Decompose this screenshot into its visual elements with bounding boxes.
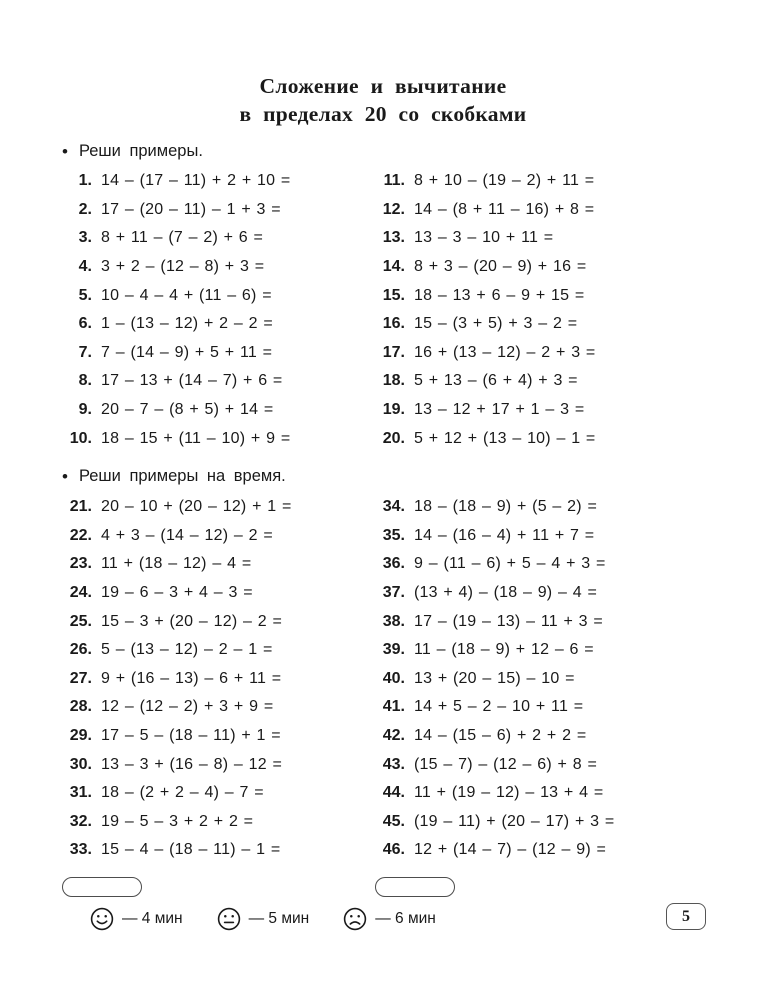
time-legend xyxy=(90,907,704,931)
problem-number: 17. xyxy=(382,343,405,361)
section-timed-examples xyxy=(62,467,704,865)
problem-row xyxy=(375,779,704,808)
problem-row xyxy=(62,693,375,722)
problem-number: 16. xyxy=(382,315,405,333)
problem-number: 29. xyxy=(69,726,92,744)
legend-text-6min: — 6 мин xyxy=(375,909,436,927)
problem-row xyxy=(62,339,375,368)
legend-text-5min: — 5 мин xyxy=(248,909,310,927)
problem-expression: 13 – 3 – 10 + 11 = xyxy=(414,229,554,247)
problem-expression: 13 – 12 + 17 + 1 – 3 = xyxy=(414,401,585,419)
problem-number: 46. xyxy=(382,841,405,859)
answer-boxes-row xyxy=(62,877,704,897)
legend-item-4min xyxy=(90,907,183,931)
problem-number: 18. xyxy=(382,372,405,390)
page-title xyxy=(62,0,704,128)
problem-expression: 9 + (16 – 13) – 6 + 11 = xyxy=(101,669,282,687)
problem-number: 8. xyxy=(78,372,92,390)
bullet-icon: • xyxy=(62,141,68,161)
problem-row xyxy=(62,750,375,779)
problem-row xyxy=(62,424,375,453)
problem-row xyxy=(375,167,704,196)
problem-expression: 15 – 3 + (20 – 12) – 2 = xyxy=(101,612,283,630)
problem-expression: 15 – 4 – (18 – 11) – 1 = xyxy=(101,841,281,859)
problem-row xyxy=(375,493,704,522)
problem-expression: 13 + (20 – 15) – 10 = xyxy=(414,669,575,687)
problem-row xyxy=(62,253,375,282)
section-heading xyxy=(62,141,704,161)
problem-row xyxy=(62,367,375,396)
problem-number: 40. xyxy=(382,669,405,687)
problem-expression: 17 – 13 + (14 – 7) + 6 = xyxy=(101,372,283,390)
problem-number: 43. xyxy=(382,755,405,773)
problem-expression: 18 – 13 + 6 – 9 + 15 = xyxy=(414,286,585,304)
problem-row xyxy=(62,665,375,694)
problem-row xyxy=(375,339,704,368)
section-solve-examples xyxy=(62,141,704,453)
problem-row xyxy=(375,807,704,836)
problem-expression: 8 + 11 – (7 – 2) + 6 = xyxy=(101,229,264,247)
problem-number: 26. xyxy=(69,641,92,659)
problem-number: 21. xyxy=(69,498,92,516)
problem-number: 11. xyxy=(383,172,405,190)
problem-row xyxy=(375,665,704,694)
problem-row xyxy=(375,281,704,310)
problem-row xyxy=(62,396,375,425)
problem-row xyxy=(62,579,375,608)
problem-row xyxy=(62,493,375,522)
problem-expression: 17 – 5 – (18 – 11) + 1 = xyxy=(101,726,281,744)
problem-expression: 18 – 15 + (11 – 10) + 9 = xyxy=(101,429,291,447)
problem-number: 42. xyxy=(382,726,405,744)
answer-box-left xyxy=(62,877,142,897)
problem-number: 28. xyxy=(69,698,92,716)
problem-expression: 10 – 4 – 4 + (11 – 6) = xyxy=(101,286,272,304)
problem-row xyxy=(375,310,704,339)
problem-number: 15. xyxy=(382,286,405,304)
problem-expression: 1 – (13 – 12) + 2 – 2 = xyxy=(101,315,273,333)
problem-number: 13. xyxy=(382,229,405,247)
problem-expression: 11 + (19 – 12) – 13 + 4 = xyxy=(414,784,604,802)
problem-expression: 5 + 13 – (6 + 4) + 3 = xyxy=(414,372,578,390)
problem-row xyxy=(62,722,375,751)
legend-item-6min xyxy=(343,907,436,931)
problem-row xyxy=(375,693,704,722)
problem-number: 45. xyxy=(382,812,405,830)
problem-number: 23. xyxy=(69,555,92,573)
problem-row xyxy=(62,522,375,551)
problem-expression: 15 – (3 + 5) + 3 – 2 = xyxy=(414,315,578,333)
problem-expression: 13 – 3 + (16 – 8) – 12 = xyxy=(101,755,283,773)
section-heading xyxy=(62,467,704,487)
section-heading-text: Реши примеры. xyxy=(78,141,203,160)
problem-row xyxy=(62,281,375,310)
problem-number: 44. xyxy=(382,784,405,802)
problem-expression: 4 + 3 – (14 – 12) – 2 = xyxy=(101,526,273,544)
problem-expression: 19 – 6 – 3 + 4 – 3 = xyxy=(101,584,253,602)
problem-row xyxy=(62,310,375,339)
problems-column-right xyxy=(375,167,704,453)
problem-row xyxy=(375,522,704,551)
problem-expression: 17 – (19 – 13) – 11 + 3 = xyxy=(414,612,603,630)
problem-expression: 11 – (18 – 9) + 12 – 6 = xyxy=(414,641,594,659)
problem-row xyxy=(62,224,375,253)
sad-face-icon xyxy=(343,907,367,931)
problem-expression: 12 – (12 – 2) + 3 + 9 = xyxy=(101,698,274,716)
problem-number: 12. xyxy=(382,200,405,218)
problem-row xyxy=(62,779,375,808)
happy-face-icon xyxy=(90,907,114,931)
problems-column-left xyxy=(62,493,375,865)
problem-expression: 18 – (18 – 9) + (5 – 2) = xyxy=(414,498,597,516)
problem-row xyxy=(62,636,375,665)
problem-expression: 11 + (18 – 12) – 4 = xyxy=(101,555,252,573)
problem-expression: 20 – 10 + (20 – 12) + 1 = xyxy=(101,498,292,516)
problem-number: 35. xyxy=(382,526,405,544)
problem-expression: (13 + 4) – (18 – 9) – 4 = xyxy=(414,584,597,602)
problem-row xyxy=(375,579,704,608)
problem-expression: 5 – (13 – 12) – 2 – 1 = xyxy=(101,641,273,659)
problem-number: 34. xyxy=(382,498,405,516)
problem-expression: 14 – (17 – 11) + 2 + 10 = xyxy=(101,172,291,190)
problem-row xyxy=(375,636,704,665)
problem-number: 6. xyxy=(78,315,92,333)
problem-expression: (15 – 7) – (12 – 6) + 8 = xyxy=(414,755,597,773)
problem-expression: 14 – (16 – 4) + 11 + 7 = xyxy=(414,526,595,544)
problem-row xyxy=(62,607,375,636)
problem-number: 31. xyxy=(69,784,92,802)
problem-number: 25. xyxy=(69,612,92,630)
problem-number: 27. xyxy=(69,669,92,687)
problem-row xyxy=(375,750,704,779)
section-heading-text: Реши примеры на время. xyxy=(78,467,286,486)
page-number: 5 xyxy=(666,903,706,930)
problem-expression: 14 + 5 – 2 – 10 + 11 = xyxy=(414,698,584,716)
problem-expression: 14 – (15 – 6) + 2 + 2 = xyxy=(414,726,587,744)
problem-number: 39. xyxy=(382,641,405,659)
problems-grid xyxy=(62,493,704,865)
problem-row xyxy=(62,807,375,836)
problem-expression: 3 + 2 – (12 – 8) + 3 = xyxy=(101,258,265,276)
legend-item-5min xyxy=(217,907,310,931)
problem-expression: 20 – 7 – (8 + 5) + 14 = xyxy=(101,401,274,419)
problem-row xyxy=(375,836,704,865)
answer-box-cell-left xyxy=(62,877,375,897)
problem-number: 22. xyxy=(69,526,92,544)
problem-number: 14. xyxy=(382,258,405,276)
problem-number: 33. xyxy=(69,841,92,859)
problem-expression: 18 – (2 + 2 – 4) – 7 = xyxy=(101,784,264,802)
neutral-face-icon xyxy=(217,907,241,931)
title-line-1: Сложение и вычитание xyxy=(259,74,507,98)
problem-number: 9. xyxy=(78,401,92,419)
problem-expression: 17 – (20 – 11) – 1 + 3 = xyxy=(101,200,281,218)
problem-row xyxy=(375,424,704,453)
problem-number: 20. xyxy=(382,429,405,447)
problem-row xyxy=(375,253,704,282)
problem-expression: (19 – 11) + (20 – 17) + 3 = xyxy=(414,812,615,830)
problem-number: 36. xyxy=(382,555,405,573)
problem-number: 41. xyxy=(382,698,405,716)
bullet-icon: • xyxy=(62,467,68,487)
problem-expression: 12 + (14 – 7) – (12 – 9) = xyxy=(414,841,607,859)
problem-row xyxy=(62,167,375,196)
problem-expression: 14 – (8 + 11 – 16) + 8 = xyxy=(414,200,595,218)
problem-number: 30. xyxy=(69,755,92,773)
problem-expression: 16 + (13 – 12) – 2 + 3 = xyxy=(414,343,596,361)
problem-number: 2. xyxy=(78,200,92,218)
title-line-2: в пределах 20 со скобками xyxy=(239,102,527,126)
problem-row xyxy=(62,836,375,865)
problem-row xyxy=(375,607,704,636)
problem-row xyxy=(375,196,704,225)
problem-row xyxy=(375,367,704,396)
problem-number: 10. xyxy=(69,429,92,447)
answer-box-right xyxy=(375,877,455,897)
problem-number: 24. xyxy=(69,584,92,602)
problem-number: 32. xyxy=(69,812,92,830)
problem-expression: 8 + 3 – (20 – 9) + 16 = xyxy=(414,258,587,276)
problems-column-left xyxy=(62,167,375,453)
problem-number: 5. xyxy=(78,286,92,304)
problem-row xyxy=(62,196,375,225)
problem-number: 3. xyxy=(78,229,92,247)
problem-number: 37. xyxy=(382,584,405,602)
problem-number: 4. xyxy=(78,258,92,276)
problem-expression: 5 + 12 + (13 – 10) – 1 = xyxy=(414,429,596,447)
problem-row xyxy=(375,722,704,751)
problem-row xyxy=(375,550,704,579)
problem-number: 1. xyxy=(78,172,92,190)
problem-row xyxy=(375,224,704,253)
problems-column-right xyxy=(375,493,704,865)
problem-number: 19. xyxy=(382,401,405,419)
problem-expression: 9 – (11 – 6) + 5 – 4 + 3 = xyxy=(414,555,606,573)
answer-box-cell-right xyxy=(375,877,704,897)
problem-expression: 7 – (14 – 9) + 5 + 11 = xyxy=(101,343,273,361)
problem-row xyxy=(375,396,704,425)
problem-row xyxy=(62,550,375,579)
problem-number: 7. xyxy=(78,343,92,361)
problem-expression: 19 – 5 – 3 + 2 + 2 = xyxy=(101,812,254,830)
problem-expression: 8 + 10 – (19 – 2) + 11 = xyxy=(414,172,595,190)
legend-text-4min: — 4 мин xyxy=(122,909,183,927)
problem-number: 38. xyxy=(382,612,405,630)
problems-grid xyxy=(62,167,704,453)
